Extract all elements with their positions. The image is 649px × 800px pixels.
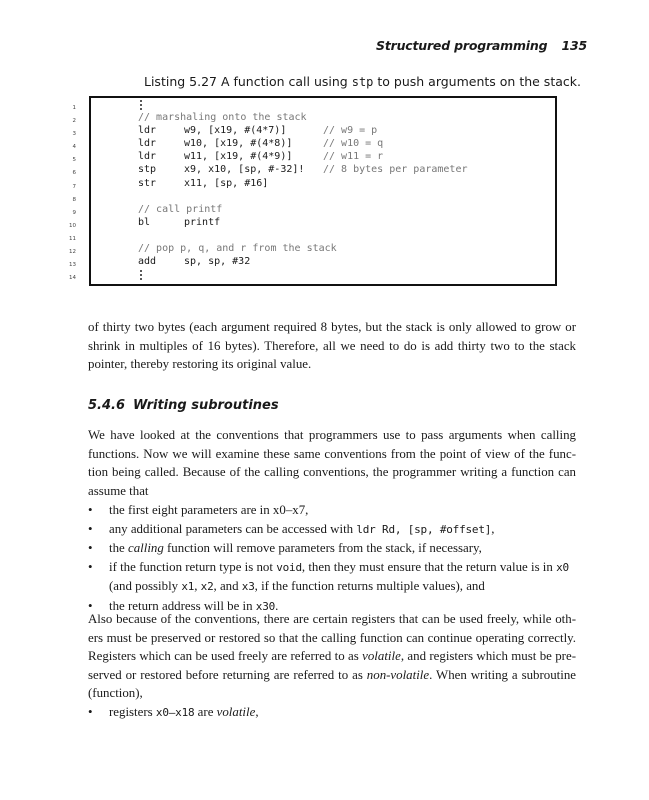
code-comment: // w11 = r — [323, 151, 384, 163]
line-number: 12 — [69, 249, 76, 256]
code-line-blank — [138, 229, 548, 242]
emphasis: volatile — [216, 705, 256, 719]
code-line — [138, 111, 548, 124]
list-item-text: , and — [213, 579, 242, 593]
code-line — [138, 177, 548, 190]
line-number: 8 — [72, 196, 76, 203]
code-comment: // marshaling onto the stack — [138, 112, 307, 124]
list-item-text: if the function return type is not — [109, 559, 277, 574]
list-item — [88, 558, 578, 597]
line-number: 7 — [72, 183, 76, 190]
code-op: ldr — [138, 151, 157, 163]
code-op: ldr — [138, 125, 157, 137]
code-listing — [138, 98, 548, 281]
code-line — [138, 137, 548, 150]
list-item-text: the — [109, 541, 128, 555]
vertical-ellipsis-icon — [140, 99, 142, 111]
code-line — [138, 203, 548, 216]
code-comment: // pop p, q, and r from the stack — [138, 243, 337, 255]
line-number: 6 — [72, 170, 76, 177]
caption-code: stp — [351, 75, 374, 89]
vertical-ellipsis-icon — [140, 269, 142, 281]
list-item-text: the first eight parameters are in x0–x7, — [109, 503, 309, 517]
code-line — [138, 268, 548, 281]
line-number: 4 — [72, 144, 76, 151]
inline-code: x3 — [241, 580, 255, 593]
running-header — [376, 38, 587, 53]
list-item-text: are — [194, 705, 217, 719]
paragraph-stack-explanation: of thirty two bytes (each argument required 8 bytes, but the stack is only allowed to grow or shrink in multiples of 16 bytes). Therefore, all we need to do is add thirty two to the stack pointer, thereby restoring its original value. — [88, 320, 576, 371]
line-number: 2 — [72, 118, 76, 125]
list-item-text: registers — [109, 705, 156, 719]
inline-code: void — [276, 560, 302, 574]
line-number: 14 — [69, 275, 76, 282]
code-op: str — [138, 177, 157, 189]
code-op: bl — [138, 216, 151, 228]
line-numbers — [62, 102, 76, 285]
section-number: 5.4.6 — [88, 398, 126, 413]
list-item-text: , then they must ensure that the return value is in — [301, 559, 557, 574]
list-item-text: . — [275, 598, 279, 613]
assumptions-list — [88, 501, 578, 616]
code-args: printf — [184, 216, 221, 228]
code-comment: // call printf — [138, 203, 223, 215]
emphasis: volatile — [362, 649, 401, 663]
code-line — [138, 98, 548, 111]
line-number: 1 — [72, 105, 76, 111]
code-comment: // w9 = p — [323, 125, 378, 137]
code-args: sp, sp, #32 — [184, 256, 251, 268]
code-line-blank — [138, 190, 548, 203]
code-line — [138, 124, 548, 137]
line-number: 3 — [72, 131, 76, 138]
code-line — [138, 216, 548, 229]
code-line — [138, 163, 548, 176]
code-op: add — [138, 256, 157, 268]
code-args: x11, [sp, #16] — [184, 177, 269, 189]
register-list — [88, 703, 578, 723]
list-item — [88, 539, 578, 558]
inline-code: ldr Rd, [sp, #offset] — [356, 522, 492, 536]
code-line — [138, 150, 548, 163]
list-item-text: (and possibly — [109, 579, 182, 593]
code-comment: // 8 bytes per parameter — [323, 164, 468, 176]
list-item — [88, 703, 578, 723]
paragraph-conventions: We have looked at the conventions that programmers use to pass arguments when calling functions. Now we will examine these same conventions from the point of view of the function being called. Because of the calling conventions, the programmer writing a function can assume that — [88, 428, 576, 498]
section-title: Writing subroutines — [133, 398, 279, 413]
page-number: 135 — [561, 38, 587, 53]
emphasis: non-volatile — [366, 667, 430, 682]
caption-prefix: Listing 5.27 A function call using — [144, 74, 352, 89]
inline-code: x0 — [556, 560, 569, 574]
inline-code: x2 — [200, 580, 214, 593]
list-item-text: , — [491, 521, 495, 536]
list-item-text: the return address will be in — [109, 598, 256, 613]
line-number: 11 — [69, 235, 76, 242]
code-op: ldr — [138, 138, 157, 150]
list-item — [88, 501, 578, 520]
line-number: 5 — [72, 157, 76, 164]
list-item-text: function will remove parameters from the stack, if necessary, — [163, 541, 482, 555]
inline-code: x30 — [255, 599, 276, 613]
paragraph-volatile-registers — [88, 610, 576, 703]
code-op: stp — [138, 164, 157, 176]
line-number: 9 — [72, 209, 76, 216]
code-line — [138, 242, 548, 255]
code-args: w10, [x19, #(4*8)] — [184, 138, 293, 150]
inline-code: x0–x18 — [155, 706, 195, 719]
inline-code: x1 — [181, 580, 195, 593]
emphasis: calling — [127, 541, 164, 555]
code-args: x9, x10, [sp, #-32]! — [184, 164, 305, 176]
caption-suffix: to push arguments on the stack. — [373, 74, 581, 89]
list-item-text: , — [194, 579, 201, 593]
code-args: w9, [x19, #(4*7)] — [184, 125, 287, 137]
code-args: w11, [x19, #(4*9)] — [184, 151, 293, 163]
paragraph-text: , and registers which must be preserved or restored before returning are referred to as — [88, 649, 576, 682]
list-item — [88, 520, 578, 540]
line-number: 13 — [69, 262, 76, 269]
running-title: Structured programming — [376, 38, 548, 53]
line-number: 10 — [69, 222, 76, 229]
list-item-text: , — [255, 705, 259, 719]
paragraph-text: Also because of the conventions, there are certain registers that can be used freely, while others must be preserved or restored so that the calling function can continue operating correctly. Registers which can be used freely are referred to as — [88, 612, 576, 663]
paragraph-text: . When writing a subroutine (function), — [88, 667, 576, 700]
code-comment: // w10 = q — [323, 138, 384, 150]
listing-caption — [144, 74, 581, 89]
code-line — [138, 255, 548, 268]
list-item-text: , if the function returns multiple values), and — [254, 579, 485, 593]
section-heading — [88, 398, 279, 413]
list-item-text: any additional parameters can be accessed with — [109, 521, 357, 536]
